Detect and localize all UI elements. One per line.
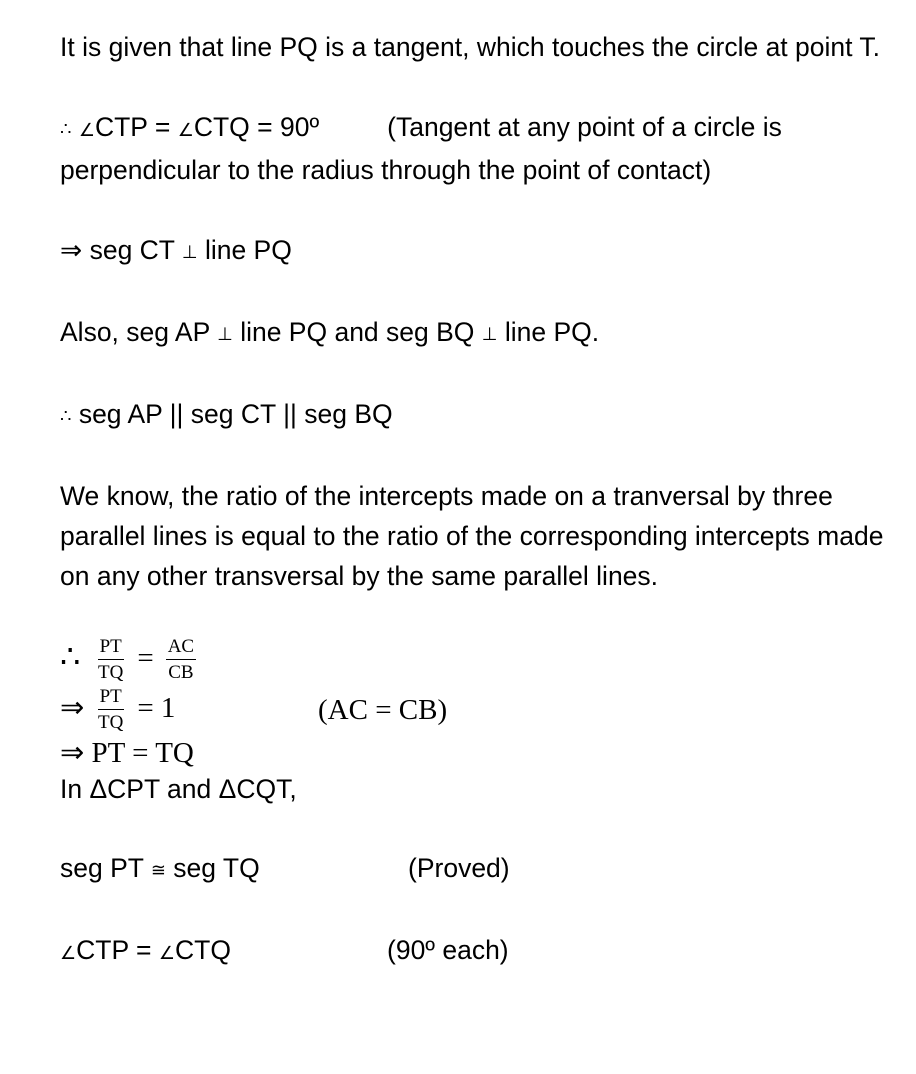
- ratio-equation-row: [60, 636, 900, 686]
- congruent-symbol: ≅: [150, 860, 166, 880]
- document-body: [60, 27, 900, 973]
- fraction-denominator: TQ: [98, 712, 124, 733]
- fraction-pt-tq: [96, 686, 125, 734]
- ratio-one-row: [60, 686, 900, 736]
- therefore-symbol: ∴: [60, 638, 81, 674]
- ap-text: Also, seg AP: [60, 317, 218, 347]
- equals-sign: =: [137, 642, 154, 674]
- fraction-pt-tq: [96, 636, 125, 684]
- ratio-derivation: [60, 636, 900, 770]
- spacer: [60, 272, 900, 312]
- fraction-numerator: PT: [98, 636, 124, 660]
- ac-cb-reason: (AC = CB): [318, 694, 448, 726]
- line-pq-end-text: line PQ.: [497, 317, 600, 347]
- side-congruence-statement: [60, 848, 900, 890]
- spacer: [60, 67, 900, 107]
- equals-one-text: = 1: [137, 691, 176, 724]
- seg-pt-text: seg PT: [60, 853, 151, 883]
- angle-symbol: ∠: [177, 120, 194, 140]
- parallel-statement: [60, 394, 900, 436]
- fraction-denominator: TQ: [98, 662, 124, 684]
- fraction-ac-cb: [166, 636, 196, 684]
- ninety-each-reason: (90º each): [387, 935, 509, 965]
- proved-reason: (Proved): [408, 853, 510, 883]
- intercept-theorem-paragraph: We know, the ratio of the intercepts made on a tranversal by three parallel lines is equal to the ratio of the corresponding intercepts made on any other transversal by the same parallel lines.: [60, 481, 884, 591]
- angle-symbol: ∠: [60, 943, 77, 963]
- spacer: [60, 808, 900, 848]
- perpendicular-symbol: ⊥: [217, 324, 233, 344]
- therefore-symbol: ∴: [60, 119, 72, 139]
- spacer: [60, 354, 900, 394]
- spacer: [60, 436, 900, 476]
- angle-ctq-text: CTQ = 90º: [193, 112, 320, 142]
- angle-ctq-text: CTQ: [175, 935, 231, 965]
- seg-ct-perp-statement: [60, 230, 900, 272]
- seg-tq-text: seg TQ: [165, 853, 260, 883]
- spacer: [60, 190, 900, 230]
- spacer: [60, 596, 900, 636]
- line-pq-text: line PQ: [197, 235, 292, 265]
- triangles-intro: In ΔCPT and ΔCQT,: [60, 774, 297, 804]
- parallel-text: seg AP || seg CT || seg BQ: [71, 399, 393, 429]
- fraction-numerator: AC: [166, 636, 196, 660]
- angle-ctp-text: CTP =: [76, 935, 159, 965]
- ap-bq-perp-statement: [60, 312, 900, 354]
- fraction-numerator: PT: [98, 686, 124, 710]
- angle-equality-statement: [60, 930, 900, 973]
- implies-symbol: ⇒: [60, 691, 85, 724]
- tangent-reason-line2: perpendicular to the radius through the point of contact): [60, 155, 712, 185]
- angle-symbol: ∠: [78, 120, 95, 140]
- fraction-denominator: CB: [168, 662, 194, 684]
- perpendicular-symbol: ⊥: [481, 324, 498, 344]
- angle-symbol: ∠: [158, 943, 176, 963]
- perpendicular-symbol: ⊥: [181, 242, 198, 262]
- therefore-symbol: ∴: [60, 406, 72, 426]
- pt-equals-tq-row: ⇒ PT = TQ: [60, 737, 194, 769]
- intro-paragraph: It is given that line PQ is a tangent, which touches the circle at point T.: [60, 32, 880, 62]
- seg-ct-text: seg CT: [82, 235, 182, 265]
- tangent-angle-statement: [60, 107, 900, 150]
- bq-text: line PQ and seg BQ: [232, 317, 482, 347]
- implies-symbol: ⇒: [60, 235, 83, 265]
- tangent-reason-line1: (Tangent at any point of a circle is: [387, 112, 782, 142]
- angle-ctp-text: CTP =: [94, 112, 178, 142]
- spacer: [60, 890, 900, 930]
